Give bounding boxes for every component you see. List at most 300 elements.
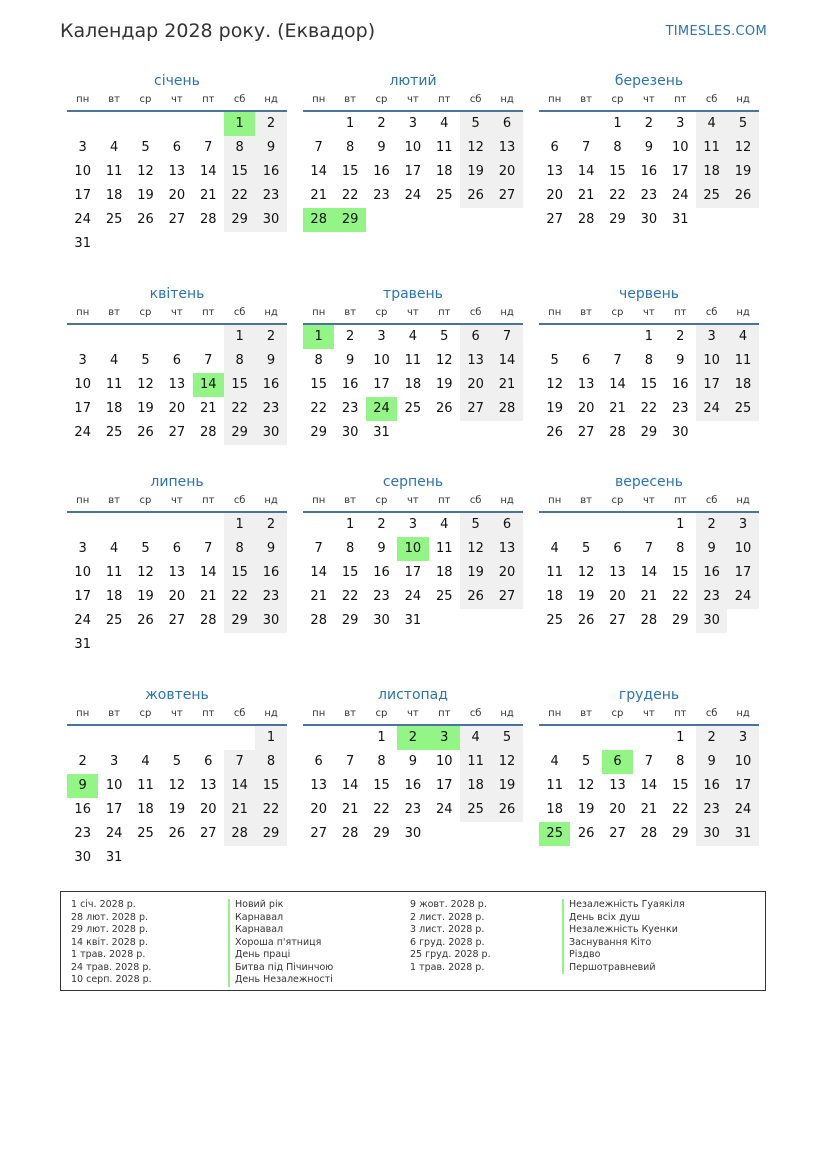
- day-cell: 23: [696, 798, 727, 822]
- holiday-date: 3 лист. 2028 р.: [410, 924, 485, 935]
- day-cell: 4: [550, 754, 559, 769]
- day-cell: 30: [640, 212, 658, 227]
- day-cell: 16: [255, 160, 286, 184]
- day-cell: 22: [609, 188, 626, 203]
- day-cell: 3: [696, 325, 727, 349]
- day-cell: 18: [137, 802, 154, 817]
- month-grid: [539, 705, 752, 846]
- month-name: липень: [150, 474, 204, 490]
- month-6: [532, 284, 752, 445]
- weekday-header: пн: [67, 304, 98, 325]
- month-grid: [303, 705, 516, 846]
- day-cell: 10: [397, 537, 428, 561]
- day-cell: 22: [224, 585, 255, 609]
- day-cell: 9: [67, 774, 98, 798]
- day-cell: 26: [168, 826, 186, 841]
- day-cell: 26: [577, 826, 595, 841]
- day-cell: 26: [137, 613, 154, 628]
- day-cell: 1: [255, 726, 286, 750]
- day-cell: 18: [460, 774, 491, 798]
- day-cell: 27: [199, 826, 217, 841]
- month-5: [296, 284, 516, 445]
- day-cell: 16: [696, 561, 727, 585]
- empty-cell: [224, 232, 255, 256]
- page-title: Календар 2028 року. (Еквадор): [60, 20, 376, 42]
- day-cell: 28: [303, 208, 334, 232]
- weekday-header: ср: [602, 492, 633, 513]
- day-cell: 17: [727, 561, 758, 585]
- day-cell: 12: [168, 778, 186, 793]
- day-cell: 10: [435, 754, 453, 769]
- empty-cell: [570, 325, 601, 349]
- empty-cell: [130, 232, 161, 256]
- day-cell: 2: [255, 325, 286, 349]
- day-cell: 11: [105, 377, 123, 392]
- day-cell: 8: [224, 537, 255, 561]
- empty-cell: [130, 846, 161, 870]
- day-cell: 16: [373, 164, 390, 179]
- day-cell: 17: [105, 802, 123, 817]
- holiday-name: Новий рік: [228, 899, 333, 912]
- day-cell: 9: [408, 754, 417, 769]
- day-cell: 1: [377, 730, 386, 745]
- weekday-header: нд: [491, 492, 522, 513]
- weekday-header: пт: [429, 705, 460, 726]
- weekday-header: чт: [633, 91, 664, 112]
- day-cell: 14: [640, 565, 658, 580]
- day-cell: 24: [671, 188, 689, 203]
- month-name: травень: [383, 286, 443, 302]
- day-cell: 6: [550, 140, 559, 155]
- empty-cell: [602, 325, 633, 349]
- day-cell: 4: [109, 353, 119, 368]
- day-cell: 18: [727, 373, 758, 397]
- day-cell: 30: [341, 425, 359, 440]
- weekday-header: нд: [727, 492, 758, 513]
- empty-cell: [161, 325, 192, 349]
- holiday-date: 6 груд. 2028 р.: [410, 936, 485, 948]
- day-cell: 30: [255, 421, 286, 445]
- day-cell: 15: [255, 774, 286, 798]
- weekday-header: чт: [161, 304, 192, 325]
- day-cell: 27: [609, 826, 626, 841]
- holiday-name: Хороша п'ятниця: [228, 937, 333, 950]
- day-cell: 11: [696, 136, 727, 160]
- day-cell: 16: [255, 561, 286, 585]
- empty-cell: [224, 726, 255, 750]
- legend-names-left: [228, 899, 333, 987]
- day-cell: 18: [105, 188, 123, 203]
- day-cell: 27: [168, 425, 186, 440]
- weekday-header: пн: [539, 705, 570, 726]
- day-cell: 4: [109, 541, 119, 556]
- day-cell: 6: [314, 754, 323, 769]
- day-cell: 27: [310, 826, 327, 841]
- day-cell: 15: [310, 377, 327, 392]
- day-cell: 23: [255, 397, 286, 421]
- day-cell: 6: [613, 541, 622, 556]
- day-cell: 20: [491, 561, 522, 585]
- holiday-name: Битва під Пічинчою: [228, 962, 333, 975]
- day-cell: 29: [341, 613, 359, 628]
- day-cell: 4: [440, 517, 449, 532]
- day-cell: 21: [341, 802, 359, 817]
- day-cell: 8: [314, 353, 323, 368]
- day-cell: 30: [74, 850, 91, 865]
- day-cell: 6: [172, 541, 181, 556]
- weekday-header: чт: [633, 492, 664, 513]
- empty-cell: [161, 846, 192, 870]
- day-cell: 26: [460, 184, 491, 208]
- day-cell: 3: [408, 517, 417, 532]
- day-cell: 19: [137, 188, 154, 203]
- day-cell: 21: [224, 798, 255, 822]
- holiday-name: Заснування Кіто: [562, 937, 685, 950]
- day-cell: 11: [404, 353, 422, 368]
- day-cell: 16: [671, 377, 689, 392]
- day-cell: 4: [141, 754, 150, 769]
- day-cell: 13: [460, 349, 491, 373]
- day-cell: 23: [255, 184, 286, 208]
- day-cell: 9: [255, 537, 286, 561]
- day-cell: 29: [310, 425, 327, 440]
- day-cell: 7: [581, 140, 591, 155]
- day-cell: 3: [377, 329, 386, 344]
- day-cell: 16: [640, 164, 658, 179]
- empty-cell: [491, 421, 522, 445]
- empty-cell: [98, 232, 129, 256]
- day-cell: 1: [613, 116, 622, 131]
- empty-cell: [727, 421, 758, 445]
- day-cell: 6: [460, 325, 491, 349]
- day-cell: 21: [199, 401, 217, 416]
- day-cell: 23: [696, 585, 727, 609]
- weekday-header: ср: [602, 705, 633, 726]
- day-cell: 2: [644, 116, 653, 131]
- day-cell: 29: [609, 212, 626, 227]
- weekday-header: пт: [193, 705, 224, 726]
- day-cell: 10: [74, 377, 91, 392]
- day-cell: 12: [491, 750, 522, 774]
- day-cell: 21: [199, 188, 217, 203]
- day-cell: 25: [105, 613, 123, 628]
- weekday-header: чт: [161, 91, 192, 112]
- weekday-header: вт: [570, 705, 601, 726]
- day-cell: 26: [727, 184, 758, 208]
- day-cell: 18: [435, 565, 453, 580]
- empty-cell: [633, 726, 664, 750]
- day-cell: 23: [255, 585, 286, 609]
- day-cell: 24: [105, 826, 123, 841]
- weekday-header: сб: [224, 304, 255, 325]
- weekday-header: пт: [665, 91, 696, 112]
- day-cell: 28: [199, 212, 217, 227]
- weekday-header: вт: [98, 705, 129, 726]
- weekday-header: вт: [334, 91, 365, 112]
- day-cell: 4: [550, 541, 559, 556]
- day-cell: 2: [255, 513, 286, 537]
- month-grid: [67, 705, 280, 870]
- month-name: червень: [618, 286, 680, 302]
- day-cell: 20: [609, 589, 626, 604]
- day-cell: 22: [640, 401, 658, 416]
- month-4: [60, 284, 280, 445]
- weekday-header: пт: [665, 304, 696, 325]
- day-cell: 17: [373, 377, 390, 392]
- day-cell: 1: [224, 325, 255, 349]
- day-cell: 3: [109, 754, 119, 769]
- day-cell: 8: [345, 140, 355, 155]
- day-cell: 28: [341, 826, 359, 841]
- day-cell: 26: [460, 585, 491, 609]
- day-cell: 20: [577, 401, 595, 416]
- day-cell: 1: [224, 112, 255, 136]
- empty-cell: [161, 726, 192, 750]
- day-cell: 15: [671, 565, 689, 580]
- day-cell: 23: [373, 188, 390, 203]
- holiday-date: 1 січ. 2028 р.: [71, 899, 136, 910]
- weekday-header: чт: [161, 492, 192, 513]
- day-cell: 14: [310, 565, 327, 580]
- holiday-date: 29 лют. 2028 р.: [71, 924, 148, 935]
- weekday-header: нд: [255, 91, 286, 112]
- day-cell: 21: [577, 188, 595, 203]
- month-name: березень: [614, 73, 684, 89]
- day-cell: 5: [581, 541, 591, 556]
- day-cell: 14: [341, 778, 359, 793]
- day-cell: 5: [141, 541, 150, 556]
- day-cell: 20: [168, 188, 186, 203]
- empty-cell: [539, 513, 570, 537]
- empty-cell: [303, 513, 334, 537]
- day-cell: 19: [137, 401, 154, 416]
- day-cell: 11: [137, 778, 154, 793]
- day-cell: 18: [696, 160, 727, 184]
- day-cell: 23: [640, 188, 658, 203]
- month-grid: [303, 304, 516, 445]
- weekday-header: пн: [303, 304, 334, 325]
- day-cell: 27: [168, 613, 186, 628]
- day-cell: 29: [224, 609, 255, 633]
- day-cell: 17: [404, 565, 422, 580]
- weekday-header: ср: [602, 304, 633, 325]
- weekday-header: вт: [570, 304, 601, 325]
- day-cell: 18: [105, 589, 123, 604]
- weekday-header: чт: [397, 304, 428, 325]
- day-cell: 28: [577, 212, 595, 227]
- day-cell: 26: [435, 401, 453, 416]
- day-cell: 15: [224, 373, 255, 397]
- empty-cell: [397, 421, 428, 445]
- day-cell: 16: [696, 774, 727, 798]
- weekday-header: чт: [397, 91, 428, 112]
- day-cell: 19: [727, 160, 758, 184]
- day-cell: 14: [199, 565, 217, 580]
- day-cell: 7: [314, 140, 323, 155]
- empty-cell: [602, 513, 633, 537]
- empty-cell: [255, 846, 286, 870]
- day-cell: 17: [74, 589, 91, 604]
- weekday-header: ср: [366, 91, 397, 112]
- day-cell: 26: [491, 798, 522, 822]
- day-cell: 28: [640, 826, 658, 841]
- empty-cell: [696, 208, 727, 232]
- empty-cell: [224, 633, 255, 657]
- empty-cell: [67, 112, 98, 136]
- day-cell: 10: [74, 164, 91, 179]
- day-cell: 12: [546, 377, 563, 392]
- holiday-date: 14 квіт. 2028 р.: [71, 936, 148, 948]
- weekday-header: нд: [255, 492, 286, 513]
- day-cell: 5: [141, 140, 150, 155]
- legend-names-right: [562, 899, 685, 974]
- day-cell: 7: [314, 541, 323, 556]
- day-cell: 25: [460, 798, 491, 822]
- day-cell: 13: [609, 778, 626, 793]
- day-cell: 16: [341, 377, 359, 392]
- weekday-header: пт: [193, 492, 224, 513]
- empty-cell: [460, 609, 491, 633]
- day-cell: 14: [199, 164, 217, 179]
- day-cell: 29: [224, 208, 255, 232]
- day-cell: 22: [373, 802, 390, 817]
- day-cell: 3: [676, 116, 685, 131]
- day-cell: 21: [491, 373, 522, 397]
- weekday-header: пт: [665, 492, 696, 513]
- day-cell: 5: [440, 329, 449, 344]
- day-cell: 5: [581, 754, 591, 769]
- empty-cell: [539, 325, 570, 349]
- holiday-name: Різдво: [562, 949, 685, 962]
- day-cell: 24: [727, 798, 758, 822]
- empty-cell: [98, 726, 129, 750]
- day-cell: 1: [303, 325, 334, 349]
- weekday-header: вт: [98, 492, 129, 513]
- weekday-header: нд: [727, 91, 758, 112]
- day-cell: 10: [727, 537, 758, 561]
- day-cell: 28: [199, 425, 217, 440]
- day-cell: 18: [546, 589, 563, 604]
- day-cell: 25: [696, 184, 727, 208]
- day-cell: 8: [224, 136, 255, 160]
- day-cell: 27: [491, 184, 522, 208]
- day-cell: 18: [435, 164, 453, 179]
- day-cell: 1: [644, 329, 653, 344]
- weekday-header: пт: [665, 705, 696, 726]
- brand-link[interactable]: TIMESLES.COM: [665, 24, 767, 39]
- day-cell: 17: [671, 164, 689, 179]
- day-cell: 7: [644, 754, 653, 769]
- day-cell: 30: [696, 822, 727, 846]
- day-cell: 11: [435, 140, 453, 155]
- day-cell: 9: [644, 140, 653, 155]
- empty-cell: [161, 232, 192, 256]
- weekday-header: сб: [696, 705, 727, 726]
- holiday-date: 2 лист. 2028 р.: [410, 911, 485, 923]
- day-cell: 6: [581, 353, 591, 368]
- day-cell: 24: [435, 802, 453, 817]
- day-cell: 6: [602, 750, 633, 774]
- day-cell: 5: [460, 513, 491, 537]
- empty-cell: [130, 112, 161, 136]
- day-cell: 29: [373, 826, 390, 841]
- weekday-header: пн: [303, 705, 334, 726]
- day-cell: 22: [255, 798, 286, 822]
- day-cell: 3: [727, 726, 758, 750]
- day-cell: 2: [78, 754, 87, 769]
- day-cell: 23: [404, 802, 422, 817]
- day-cell: 15: [341, 164, 359, 179]
- day-cell: 7: [491, 325, 522, 349]
- day-cell: 23: [74, 826, 91, 841]
- day-cell: 16: [404, 778, 422, 793]
- day-cell: 29: [671, 826, 689, 841]
- day-cell: 23: [341, 401, 359, 416]
- weekday-header: нд: [727, 304, 758, 325]
- day-cell: 30: [373, 613, 390, 628]
- day-cell: 25: [435, 188, 453, 203]
- day-cell: 11: [105, 565, 123, 580]
- day-cell: 29: [334, 208, 365, 232]
- empty-cell: [539, 112, 570, 136]
- day-cell: 3: [78, 541, 87, 556]
- empty-cell: [570, 726, 601, 750]
- day-cell: 5: [172, 754, 181, 769]
- day-cell: 24: [74, 212, 91, 227]
- day-cell: 30: [255, 208, 286, 232]
- day-cell: 31: [105, 850, 123, 865]
- month-11: [296, 685, 516, 846]
- day-cell: 4: [727, 325, 758, 349]
- day-cell: 22: [341, 188, 359, 203]
- empty-cell: [602, 726, 633, 750]
- empty-cell: [67, 513, 98, 537]
- day-cell: 18: [105, 401, 123, 416]
- empty-cell: [727, 208, 758, 232]
- empty-cell: [98, 513, 129, 537]
- day-cell: 13: [199, 778, 217, 793]
- day-cell: 19: [491, 774, 522, 798]
- day-cell: 21: [609, 401, 626, 416]
- weekday-header: вт: [334, 304, 365, 325]
- day-cell: 22: [341, 589, 359, 604]
- weekday-header: пн: [67, 91, 98, 112]
- day-cell: 30: [404, 826, 422, 841]
- day-cell: 9: [377, 140, 386, 155]
- day-cell: 24: [404, 589, 422, 604]
- day-cell: 23: [373, 589, 390, 604]
- day-cell: 8: [345, 541, 355, 556]
- weekday-header: чт: [633, 304, 664, 325]
- day-cell: 22: [224, 184, 255, 208]
- day-cell: 24: [727, 585, 758, 609]
- day-cell: 19: [137, 589, 154, 604]
- empty-cell: [491, 208, 522, 232]
- day-cell: 13: [491, 537, 522, 561]
- weekday-header: пт: [193, 304, 224, 325]
- day-cell: 8: [676, 754, 685, 769]
- holiday-name: Карнавал: [228, 924, 333, 937]
- day-cell: 7: [204, 541, 213, 556]
- day-cell: 24: [74, 425, 91, 440]
- empty-cell: [193, 112, 224, 136]
- legend-dates-left: [71, 899, 152, 987]
- day-cell: 15: [341, 565, 359, 580]
- day-cell: 9: [696, 750, 727, 774]
- day-cell: 26: [137, 212, 154, 227]
- day-cell: 26: [577, 613, 595, 628]
- day-cell: 20: [168, 401, 186, 416]
